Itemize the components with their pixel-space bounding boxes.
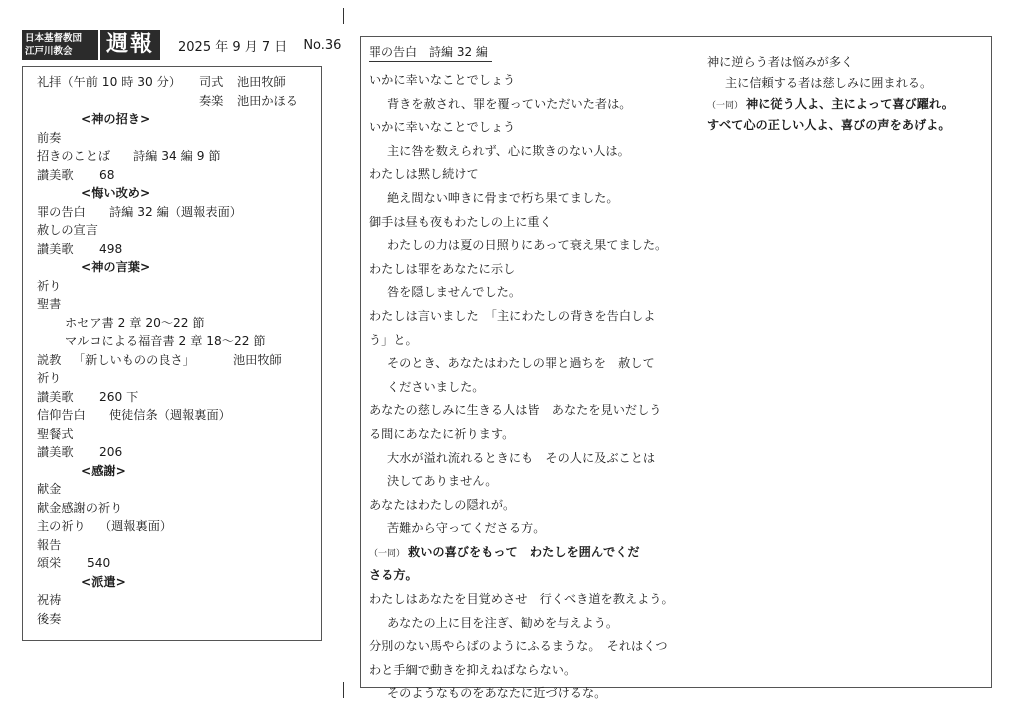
announcements: 報告 xyxy=(37,537,62,552)
hymn-number: 68 xyxy=(99,167,115,182)
psalm-line: わと手綱で動きを抑えねばならない。 xyxy=(369,662,577,677)
psalm-line: あなたはわたしの隠れが。 xyxy=(369,497,516,512)
psalm-line: あなたの上に目を注ぎ、勧めを与えよう。 xyxy=(387,615,619,630)
psalm-line: そのようなものをあなたに近づけるな。 xyxy=(387,686,607,701)
reading-1: ホセア書 2 章 20～22 節 xyxy=(65,315,205,330)
doxology: 頌栄 xyxy=(37,556,62,570)
sermon-title: 「新しいものの良さ」 xyxy=(73,352,195,367)
psalm-line: 背きを赦され、罪を覆っていただいた者は。 xyxy=(387,96,632,111)
psalm-line: 主に信頼する者は慈しみに囲まれる。 xyxy=(725,76,933,90)
offering: 献金 xyxy=(37,482,62,496)
psalm-line: そのとき、あなたはわたしの罪と過ちを 赦して xyxy=(387,356,655,371)
confession: 罪の告白 xyxy=(37,204,86,219)
church-name-line1: 日本基督教団 xyxy=(25,33,83,44)
lords-prayer: 主の祈り xyxy=(37,519,86,533)
communion: 聖餐式 xyxy=(37,426,74,441)
bulletin-header xyxy=(22,30,341,60)
church-logo xyxy=(22,30,98,60)
sermon-row xyxy=(37,351,321,370)
congregation-response-2 xyxy=(707,91,987,112)
psalm-line: 分別のない馬やらばのようにふるまうな。 それはくつ xyxy=(369,639,668,654)
hymn-label: 讃美歌 xyxy=(37,445,74,459)
doxology-number: 540 xyxy=(87,556,111,570)
fold-mark-top xyxy=(343,8,344,24)
psalm-line: いかに幸いなことでしょう xyxy=(369,73,516,87)
congregation-response-1-cont: さる方。 xyxy=(369,568,418,583)
organist-role: 奏楽 xyxy=(199,93,224,108)
hymn-row-4 xyxy=(37,443,321,462)
section-word: <神の言葉> xyxy=(81,260,151,274)
psalm-column-1 xyxy=(369,41,705,703)
hymn-row-3 xyxy=(37,388,321,407)
psalm-line: う」と。 xyxy=(369,332,418,347)
offering-prayer: 献金感謝の祈り xyxy=(37,500,123,515)
psalm-title: 罪の告白 詩編 32 編 xyxy=(369,43,492,62)
creed-row xyxy=(37,406,321,425)
psalm-line: 決してありません。 xyxy=(387,474,498,489)
psalm-line: 主に咎を数えられず、心に欺きのない人は。 xyxy=(387,143,630,158)
worship-time: 礼拝（午前 10 時 30 分） xyxy=(37,75,182,89)
psalm-line: 御手は昼も夜もわたしの上に重く xyxy=(369,214,552,229)
psalm-line: 大水が溢れ流れるときにも その人に及ぶことは xyxy=(387,450,656,465)
psalm-line: いかに幸いなことでしょう xyxy=(369,120,516,135)
psalm-line: くださいました。 xyxy=(387,379,485,394)
call-to-worship: 招きのことば xyxy=(37,149,111,163)
prelude: 前奏 xyxy=(37,130,62,145)
hymn-label: 讃美歌 xyxy=(37,389,74,404)
response-text: 神に従う人よ、主によって喜び躍れ。 xyxy=(746,97,954,111)
confession-ref: 詩編 32 編（週報表面） xyxy=(109,204,242,219)
psalm-line: 苦難から守ってくださる方。 xyxy=(387,521,546,536)
congregation-label: （一同） xyxy=(707,101,744,111)
doxology-row xyxy=(37,554,321,573)
hymn-label: 讃美歌 xyxy=(37,241,74,256)
section-sending: <派遣> xyxy=(81,574,126,589)
hymn-number: 498 xyxy=(99,241,123,256)
section-thanks: <感謝> xyxy=(81,463,126,478)
absolution: 赦しの宣言 xyxy=(37,223,98,237)
psalm-line: わたしは黙し続けて xyxy=(369,167,479,182)
bulletin-date: 2025 年 9 月 7 日 xyxy=(178,39,288,55)
psalm-confession-box xyxy=(360,36,992,701)
hymn-row-2 xyxy=(37,240,321,259)
confession-row xyxy=(37,203,321,222)
section-repentance: <悔い改め> xyxy=(81,186,151,200)
psalm-line: る間にあなたに祈ります。 xyxy=(369,426,515,441)
psalm-line: わたしは罪をあなたに示し xyxy=(369,261,516,276)
psalm-line: 絶え間ない呻きに骨まで朽ち果てました。 xyxy=(387,190,619,205)
hymn-number: 260 下 xyxy=(99,389,139,404)
call-to-worship-ref: 詩編 34 編 9 節 xyxy=(133,149,221,163)
creed-ref: 使徒信条（週報裏面） xyxy=(109,408,231,422)
organist-row xyxy=(37,92,321,111)
worship-time-row xyxy=(37,73,321,92)
section-call: <神の招き> xyxy=(81,112,151,126)
prayer-1: 祈り xyxy=(37,278,62,293)
psalm-line: あなたの慈しみに生きる人は皆 あなたを見いだしう xyxy=(369,403,662,418)
hymn-row-1 xyxy=(37,166,321,185)
psalm-column-2 xyxy=(707,49,987,133)
scripture: 聖書 xyxy=(37,297,62,311)
hymn-number: 206 xyxy=(99,445,123,459)
congregation-label: （一同） xyxy=(369,548,406,559)
psalm-line: わたしはあなたを目覚めさせ 行くべき道を教えよう。 xyxy=(369,592,674,607)
psalm-line: わたしは言いました 「主にわたしの背きを告白しよ xyxy=(369,308,656,323)
congregation-response-2-cont: すべて心の正しい人よ、喜びの声をあげよ。 xyxy=(707,118,951,132)
postlude: 後奏 xyxy=(37,611,62,626)
sermon-label: 説教 xyxy=(37,352,62,367)
organist-name: 池田かほる xyxy=(237,93,298,108)
officiant-role: 司式 xyxy=(199,75,224,89)
officiant-name: 池田牧師 xyxy=(237,75,286,89)
fold-mark-bottom xyxy=(343,682,344,698)
psalm-line: 神に逆らう者は悩みが多く xyxy=(707,55,854,69)
issue-number: No.36 xyxy=(303,37,342,53)
prayer-2: 祈り xyxy=(37,371,62,385)
weekly-title: 週報 xyxy=(100,30,160,60)
benediction: 祝祷 xyxy=(37,593,62,607)
church-name-line2: 江戸川教会 xyxy=(25,46,73,57)
call-to-worship-row xyxy=(37,147,321,166)
reading-2: マルコによる福音書 2 章 18～22 節 xyxy=(65,334,266,348)
response-text: 救いの喜びをもって わたしを囲んでくだ xyxy=(408,544,640,559)
preacher-name: 池田牧師 xyxy=(233,352,282,367)
congregation-response-1 xyxy=(369,538,705,562)
lords-prayer-row xyxy=(37,517,321,536)
psalm-line: 咎を隠しませんでした。 xyxy=(387,285,522,300)
psalm-line: わたしの力は夏の日照りにあって衰え果てました。 xyxy=(387,238,668,253)
creed: 信仰告白 xyxy=(37,408,86,422)
lords-prayer-ref: （週報裏面） xyxy=(99,519,173,533)
hymn-label: 讃美歌 xyxy=(37,167,74,182)
order-of-worship xyxy=(22,66,322,641)
